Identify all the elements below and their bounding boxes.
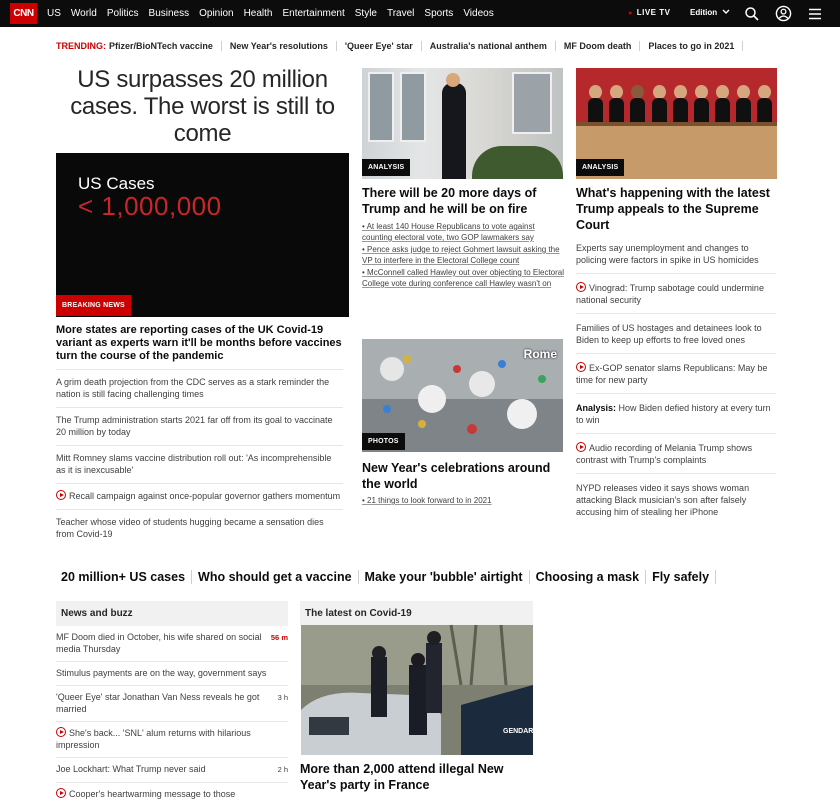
topic-link[interactable]: 20 million+ US cases: [61, 570, 192, 584]
timestamp: 56 m: [270, 633, 288, 642]
chevron-down-icon: [722, 9, 730, 15]
list-item[interactable]: [56, 407, 343, 445]
play-icon: [56, 727, 66, 737]
breaking-news-badge: BREAKING NEWS: [56, 295, 131, 316]
trending-label: TRENDING:: [56, 41, 106, 51]
trending-item[interactable]: MF Doom death: [564, 41, 641, 51]
play-icon: [56, 490, 66, 500]
cnn-logo[interactable]: CNN: [10, 3, 37, 24]
judge-figure: [588, 85, 603, 125]
bullet-text: McConnell called Hawley out over objecting to Electoral College vote during conference call Hawley wasn't on: [362, 268, 565, 288]
play-icon: [576, 362, 586, 372]
window-shape: [512, 72, 552, 134]
latest-covid: [300, 601, 533, 626]
nav-link-business[interactable]: Business: [148, 8, 190, 19]
trending-item[interactable]: Australia's national anthem: [430, 41, 556, 51]
live-tv-label: LIVE TV: [636, 8, 671, 17]
nav-link-world[interactable]: World: [70, 8, 97, 19]
news-and-buzz: [56, 601, 288, 806]
play-icon: [56, 788, 66, 798]
new-year-sublink[interactable]: • 21 things to look forward to in 2021: [362, 496, 492, 505]
judge-figure: [609, 85, 624, 125]
topic-link[interactable]: Who should get a vaccine: [198, 570, 359, 584]
hero-value: < 1,000,000: [78, 191, 222, 221]
judge-figure: [736, 85, 751, 125]
list-item[interactable]: [576, 439, 776, 474]
edition-selector[interactable]: [690, 8, 730, 17]
list-item-text: Stimulus payments are on the way, government says: [56, 668, 267, 678]
list-item-text: The Trump administration starts 2021 far off from its goal to vaccinate 20 million by today: [56, 415, 333, 437]
edition-label: Edition: [690, 8, 718, 17]
list-item[interactable]: [56, 722, 288, 758]
bullet-link[interactable]: • McConnell called Hawley out over objecting to Electoral College vote during conference call Hawley wasn't on: [362, 268, 565, 288]
live-dot-icon: ●: [628, 10, 633, 17]
timestamp: 3 h: [277, 693, 288, 702]
list-item-text: Mitt Romney slams vaccine distribution roll out: 'As incomprehensible as it is inexcusable': [56, 453, 332, 475]
list-item[interactable]: [576, 319, 776, 354]
nav-links: [47, 0, 504, 27]
list-item[interactable]: [56, 662, 288, 686]
story-title-supreme-court[interactable]: What's happening with the latest Trump appeals to the Supreme Court: [576, 186, 770, 232]
window-shape: [400, 72, 426, 142]
france-photo[interactable]: [301, 625, 533, 755]
list-item-text: How Biden defied history at every turn to win: [576, 403, 771, 425]
list-item[interactable]: [576, 399, 776, 434]
photos-tag: PHOTOS: [362, 433, 405, 450]
judge-figure: [630, 85, 645, 125]
nav-link-politics[interactable]: Politics: [106, 8, 139, 19]
list-item[interactable]: [56, 626, 288, 662]
list-item-text: Cooper's heartwarming message to those: [69, 789, 236, 799]
nav-link-travel[interactable]: Travel: [386, 8, 415, 19]
list-item[interactable]: [56, 783, 288, 806]
timestamp: 2 h: [277, 765, 288, 774]
list-item-text: Teacher whose video of students hugging became a sensation dies from Covid-19: [56, 517, 324, 539]
hero-title: US Cases: [78, 174, 155, 193]
list-item[interactable]: [576, 359, 776, 394]
main-headline[interactable]: US surpasses 20 million cases. The worst is still to come: [70, 66, 335, 147]
search-icon[interactable]: [744, 6, 760, 22]
bullet-link[interactable]: • At least 140 House Republicans to vote against counting electoral vote, two GOP lawmakers say: [362, 222, 535, 242]
list-item-text: Experts say unemployment and changes to policing were factors in spike in US homicides: [576, 243, 759, 265]
list-item-text: Recall campaign against once-popular governor gathers momentum: [69, 491, 341, 501]
lead-story-link[interactable]: More states are reporting cases of the UK Covid-19 variant as experts warn it'll be months before vaccines turn the course of the pandemic: [56, 324, 342, 362]
live-tv-link[interactable]: [628, 8, 670, 17]
nav-link-videos[interactable]: Videos: [463, 8, 494, 19]
nav-link-opinion[interactable]: Opinion: [199, 8, 234, 19]
nav-link-sports[interactable]: Sports: [424, 8, 454, 19]
list-item-text: Vinograd: Trump sabotage could undermine national security: [576, 283, 764, 305]
list-item-text: She's back... 'SNL' alum returns with hilarious impression: [56, 728, 251, 750]
list-item-text: A grim death projection from the CDC serves as a stark reminder the nation is still facing challenging times: [56, 377, 330, 399]
list-item[interactable]: [56, 483, 343, 509]
france-scene: [301, 625, 533, 755]
analysis-tag: ANALYSIS: [576, 159, 624, 176]
new-year-sublink-text: 21 things to look forward to in 2021: [367, 496, 492, 505]
covid-topics-bar: [61, 570, 722, 584]
person-figure: [442, 83, 466, 179]
judge-figure: [652, 85, 667, 125]
account-icon[interactable]: [775, 5, 792, 22]
list-item[interactable]: [56, 445, 343, 483]
list-item[interactable]: [576, 479, 776, 525]
list-item-text: Families of US hostages and detainees look to Biden to keep up efforts to free loved ones: [576, 323, 762, 345]
judge-figure: [673, 85, 688, 125]
rome-label: Rome: [523, 347, 557, 361]
list-item-text: Audio recording of Melania Trump shows contrast with Trump's complaints: [576, 443, 753, 465]
bullet-text: At least 140 House Republicans to vote against counting electoral vote, two GOP lawmakers say: [362, 222, 535, 242]
hedge-shape: [472, 146, 563, 179]
col1-story-list: [56, 369, 343, 547]
bullet-link[interactable]: • Pence asks judge to reject Gohmert lawsuit asking the VP to interfere in the Electoral College count: [362, 245, 560, 265]
topic-link[interactable]: Fly safely: [652, 570, 716, 584]
play-icon: [576, 442, 586, 452]
nav-link-us[interactable]: US: [47, 8, 61, 19]
trending-item[interactable]: New Year's resolutions: [230, 41, 337, 51]
top-nav: [0, 0, 840, 27]
col3-story-list: [576, 239, 776, 530]
list-item-text: Ex-GOP senator slams Republicans: May be time for new party: [576, 363, 768, 385]
list-item-text: 'Queer Eye' star Jonathan Van Ness reveals he got married: [56, 692, 260, 714]
list-item[interactable]: [56, 509, 343, 547]
nav-link-health[interactable]: Health: [243, 8, 273, 19]
list-item[interactable]: [576, 239, 776, 274]
analysis-prefix: Analysis:: [576, 403, 617, 413]
trending-item[interactable]: Pfizer/BioNTech vaccine: [109, 41, 222, 51]
nav-link-entertainment[interactable]: Entertainment: [282, 8, 345, 19]
list-item[interactable]: [56, 758, 288, 783]
list-item[interactable]: [56, 686, 288, 722]
buzz-heading: News and buzz: [56, 601, 288, 626]
topic-link[interactable]: Make your 'bubble' airtight: [365, 570, 530, 584]
covid-heading: The latest on Covid-19: [300, 601, 533, 626]
judge-figure: [757, 85, 772, 125]
list-item-text: NYPD releases video it says shows woman attacking Black musician's son after falsely accusing him of stealing her iPhone: [576, 483, 750, 517]
person-head: [446, 73, 460, 87]
story-title-france[interactable]: More than 2,000 attend illegal New Year's party in France: [300, 762, 504, 792]
list-item-text: Joe Lockhart: What Trump never said: [56, 764, 206, 774]
trump-bullets: [362, 221, 565, 290]
judge-figure: [715, 85, 730, 125]
vehicle-text: GENDAR: [503, 728, 534, 735]
list-item[interactable]: [576, 279, 776, 314]
trending-bar: [56, 41, 751, 51]
trending-item[interactable]: 'Queer Eye' star: [345, 41, 422, 51]
analysis-tag: ANALYSIS: [362, 159, 410, 176]
story-title-new-year[interactable]: New Year's celebrations around the world: [362, 461, 551, 491]
judge-figure: [694, 85, 709, 125]
trending-item[interactable]: Places to go in 2021: [648, 41, 743, 51]
topic-link[interactable]: Choosing a mask: [536, 570, 647, 584]
bullet-text: Pence asks judge to reject Gohmert lawsuit asking the VP to interfere in the Electoral College count: [362, 245, 560, 265]
list-item[interactable]: [56, 369, 343, 407]
hero-video[interactable]: [56, 153, 349, 317]
nav-link-style[interactable]: Style: [354, 8, 377, 19]
story-title-trump[interactable]: There will be 20 more days of Trump and he will be on fire: [362, 186, 537, 216]
play-icon: [576, 282, 586, 292]
window-shape: [368, 72, 394, 142]
menu-icon[interactable]: [807, 6, 823, 22]
list-item-text: MF Doom died in October, his wife shared on social media Thursday: [56, 632, 262, 654]
